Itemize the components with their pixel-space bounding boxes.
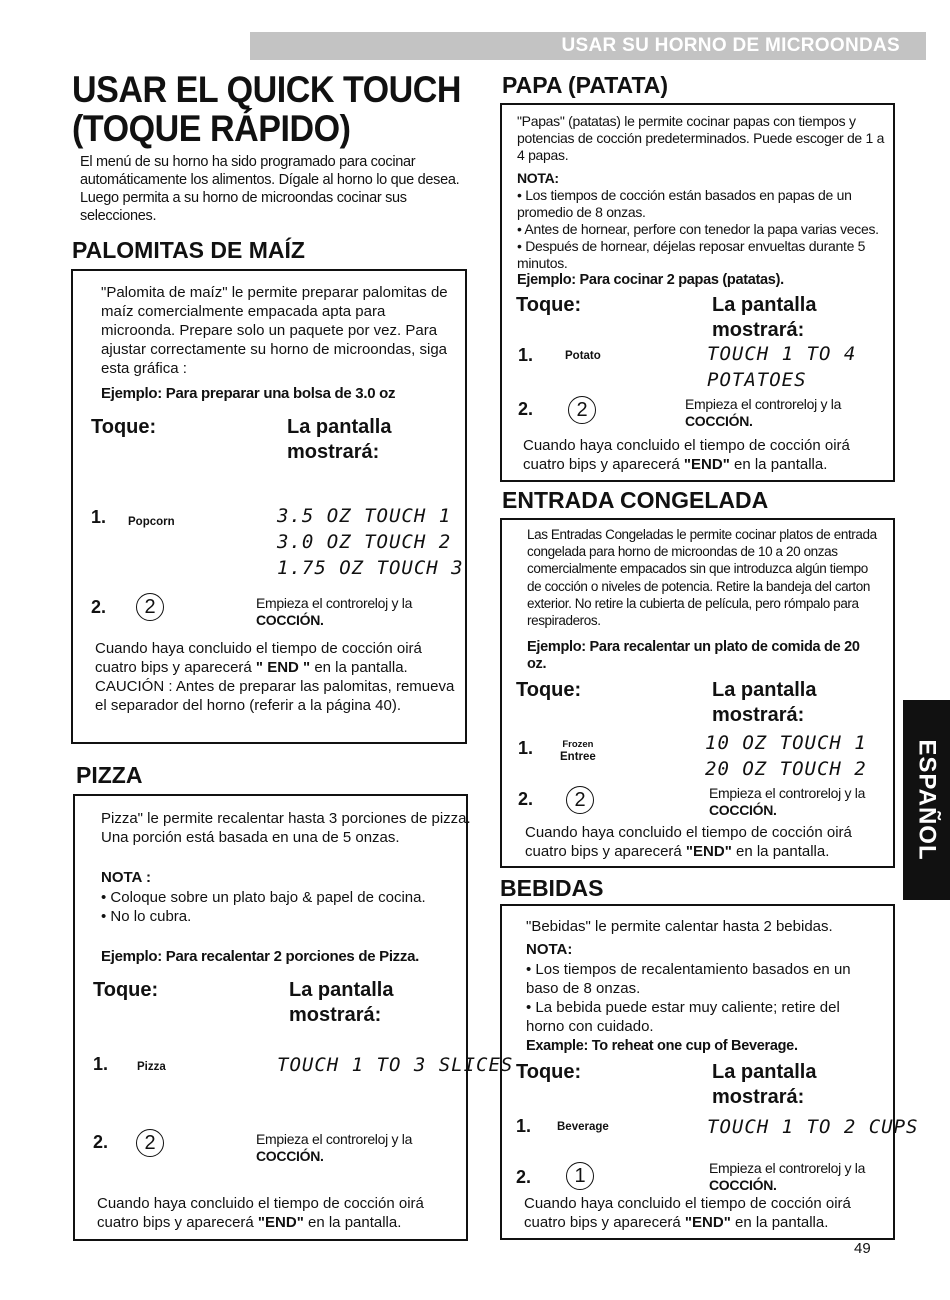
frozen-desc: Las Entradas Congeladas le permite cocinar platos de entrada congelada para horno de microondas de 10 a 20 onzas comercialmente empacados sin que introduzca algún tiempo de cocción o niveles de potencia. Retire la bandeja del carton exterior. No retire la cubierta de película, pero rómpalo para respiraderos. [527,527,877,629]
intro-text: El menú de su horno ha sido programado para cocinar automáticamente los alimentos. Dígale al horno lo que desea. Luego permita a su horno de microondas cocinar sus selecciones. [80,154,460,224]
pizza-nota: NOTA : [101,869,151,886]
frozen-box [500,518,895,868]
note-item: • Los tiempos de cocción están basados en papas de un promedio de 8 onzas. [517,187,852,220]
popcorn-button[interactable]: Popcorn [128,516,175,528]
popcorn-desc: "Palomita de maíz" le permite preparar palomitas de maíz comercialmente empacada apta para microonda. Prepare solo un paquete por vez. Para ajustar correctamente su horno de microondas, siga esta gráfica : [101,284,448,377]
display-line: TOUCH 1 TO 2 CUPS [707,1116,919,1138]
header-title: USAR SU HORNO DE MICROONDAS [561,35,900,56]
potato-start-note: Empieza el controreloj y la COCCIÓN. [685,396,842,429]
pizza-title: PIZZA [76,762,143,788]
potato-display [707,341,856,393]
pizza-toque-header: Toque: [93,979,159,1001]
beverage-display-header: La pantalla mostrará: [712,1061,817,1108]
beverage-title: BEBIDAS [500,875,604,901]
display-line: TOUCH 1 TO 4 [707,343,857,365]
beverage-start-note: Empieza el controreloj y la COCCIÓN. [709,1160,866,1193]
beverage-notes [526,960,871,1036]
language-side-tab [903,700,950,900]
popcorn-caution: CAUCIÓN : Antes de preparar las palomitas, remueva el separador del horno (referir a la página 40). [95,678,455,714]
popcorn-start-note: Empieza el controreloj y la COCCIÓN. [256,595,413,628]
popcorn-title: PALOMITAS DE MAÍZ [72,237,305,263]
beverage-example: Example: To reheat one cup of Beverage. [526,1038,798,1054]
potato-button[interactable]: Potato [565,350,601,362]
frozen-display-header: La pantalla mostrará: [712,679,817,726]
pizza-end-note: Cuando haya concluido el tiempo de cocción oirá cuatro bips y aparecerá "END" en la pantalla. [97,1195,424,1231]
beverage-toque-header: Toque: [516,1061,582,1083]
beverage-box [500,904,919,1240]
display-line: 3.0 OZ TOUCH 2 [277,531,452,553]
beverage-button[interactable]: Beverage [557,1121,609,1133]
pizza-display [277,1052,513,1078]
potato-example: Ejemplo: Para cocinar 2 papas (patatas). [517,272,784,288]
frozen-step2: 2. [518,789,534,809]
frozen-entree-button[interactable]: Frozen Entree [560,739,596,763]
note-item: • La bebida puede estar muy caliente; retire del horno con cuidado. [526,999,840,1035]
potato-step2: 2. [518,399,534,419]
popcorn-box [71,269,467,744]
header-bar [250,32,926,60]
beverage-display [707,1114,918,1140]
popcorn-toque-header: Toque: [91,416,157,438]
display-line: 3.5 OZ TOUCH 1 [277,505,452,527]
pizza-desc: Pizza" le permite recalentar hasta 3 porciones de pizza. Una porción está basada en una de 5 onzas. [101,810,471,846]
pizza-example: Ejemplo: Para recalentar 2 porciones de Pizza. [101,948,419,965]
beverage-step2: 2. [516,1167,532,1187]
frozen-toque-header: Toque: [516,679,582,701]
potato-toque-header: Toque: [516,294,582,316]
beverage-end-note: Cuando haya concluido el tiempo de cocción oirá cuatro bips y aparecerá "END" en la pantalla. [524,1195,851,1231]
display-line: POTATOES [707,369,807,391]
page-title-line1: USAR EL QUICK TOUCH [72,69,462,110]
frozen-display [705,730,867,782]
potato-box [500,103,895,482]
beverage-nota: NOTA: [526,941,573,958]
potato-title: PAPA (PATATA) [502,72,669,98]
popcorn-display-header: La pantalla mostrará: [287,416,392,463]
pizza-step1: 1. [93,1054,109,1074]
number-pad-button[interactable]: 2 [136,593,164,621]
pizza-step2: 2. [93,1132,109,1152]
note-item: • Los tiempos de recalentamiento basados en un baso de 8 onzas. [526,961,851,997]
pizza-notes [101,888,426,926]
frozen-end-note: Cuando haya concluido el tiempo de cocción oirá cuatro bips y aparecerá "END" en la pantalla. [525,824,852,860]
number-pad-button[interactable]: 2 [566,786,594,814]
potato-step1: 1. [518,345,534,365]
note-item: • Coloque sobre un plato bajo & papel de cocina. [101,889,426,906]
pizza-box [73,794,514,1241]
display-line: 20 OZ TOUCH 2 [705,758,867,780]
frozen-example: Ejemplo: Para recalentar un plato de comida de 20 oz. [527,639,860,672]
number-pad-button[interactable]: 2 [136,1129,164,1157]
potato-nota: NOTA: [517,170,559,186]
beverage-step1: 1. [516,1116,532,1136]
potato-display-header: La pantalla mostrará: [712,294,817,341]
potato-notes [517,187,892,272]
note-item: • Después de hornear, déjelas reposar envueltas durante 5 minutos. [517,238,866,271]
frozen-title: ENTRADA CONGELADA [502,487,769,513]
beverage-desc: "Bebidas" le permite calentar hasta 2 bebidas. [526,918,833,935]
popcorn-step2: 2. [91,597,107,617]
pizza-start-note: Empieza el controreloj y la COCCIÓN. [256,1131,413,1164]
display-line: 1.75 OZ TOUCH 3 [277,557,464,579]
display-line: 10 OZ TOUCH 1 [705,732,867,754]
language-label: ESPAÑOL [913,739,941,861]
pizza-button[interactable]: Pizza [137,1061,166,1073]
potato-desc: "Papas" (patatas) le permite cocinar papas con tiempos y potencias de cocción predeterminados. Puede escoger de 1 a 4 papas. [517,113,885,163]
note-item: • No lo cubra. [101,908,192,925]
popcorn-example: Ejemplo: Para preparar una bolsa de 3.0 oz [101,385,396,402]
pizza-display-header: La pantalla mostrará: [289,979,394,1026]
frozen-step1: 1. [518,738,534,758]
page-title [72,70,461,148]
popcorn-step1: 1. [91,507,107,527]
number-pad-button[interactable]: 2 [568,396,596,424]
popcorn-end-note: Cuando haya concluido el tiempo de cocción oirá cuatro bips y aparecerá " END " en la pantalla. CAUCIÓN : Antes de preparar las palomitas, remueva el separador del horno (referir a la página 40). [95,640,455,714]
popcorn-display [277,503,464,581]
page-title-line2: (TOQUE RÁPIDO) [72,108,351,149]
note-item: • Antes de hornear, perfore con tenedor la papa varias veces. [517,221,879,237]
page-number: 49 [854,1240,871,1257]
potato-end-note: Cuando haya concluido el tiempo de cocción oirá cuatro bips y aparecerá "END" en la pantalla. [523,437,850,473]
frozen-start-note: Empieza el controreloj y la COCCIÓN. [709,785,866,818]
display-line: TOUCH 1 TO 3 SLICES [277,1054,514,1076]
number-pad-button[interactable]: 1 [566,1162,594,1190]
